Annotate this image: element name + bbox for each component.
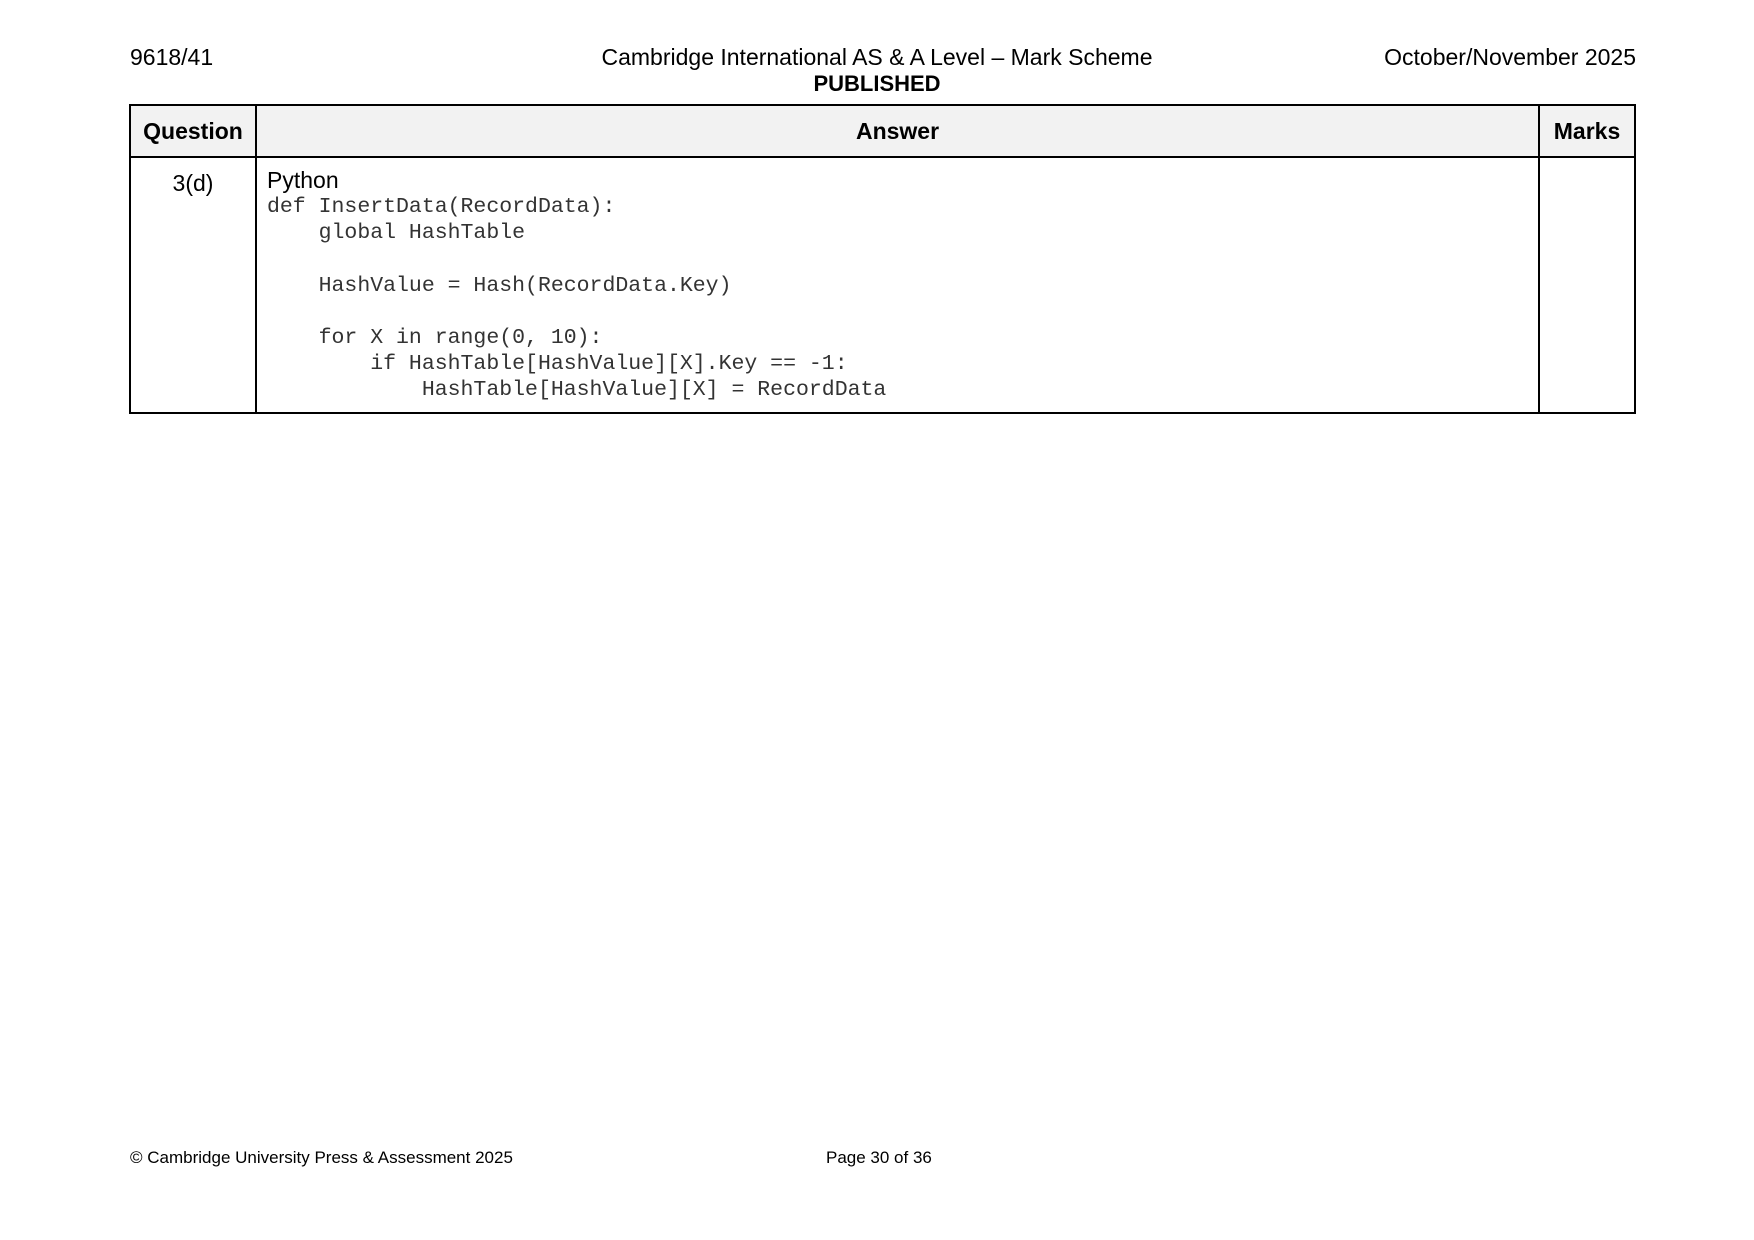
answer-column-header: Answer [256,105,1539,157]
paper-code: 9618/41 [130,44,214,70]
exam-session: October/November 2025 [1384,44,1636,70]
question-number: 3(d) [130,157,256,413]
document-title: Cambridge International AS & A Level – Mark Scheme [601,44,1153,70]
page-number: Page 30 of 36 [826,1148,932,1167]
language-label: Python [267,167,339,193]
table-header-row [130,105,1635,157]
answer-cell [256,157,1539,413]
table-row [130,157,1635,413]
question-column-header: Question [130,105,256,157]
marks-cell [1539,157,1635,413]
mark-scheme-table [129,104,1636,414]
published-label: PUBLISHED [813,71,941,96]
code-block: def InsertData(RecordData): global HashTable HashValue = Hash(RecordData.Key) for X in range(0, 10): if HashTable[HashValue][X].Key == -1: HashTable[HashValue][X] = RecordData [267,195,887,403]
copyright-notice: © Cambridge University Press & Assessment 2025 [130,1148,513,1167]
marks-column-header: Marks [1539,105,1635,157]
